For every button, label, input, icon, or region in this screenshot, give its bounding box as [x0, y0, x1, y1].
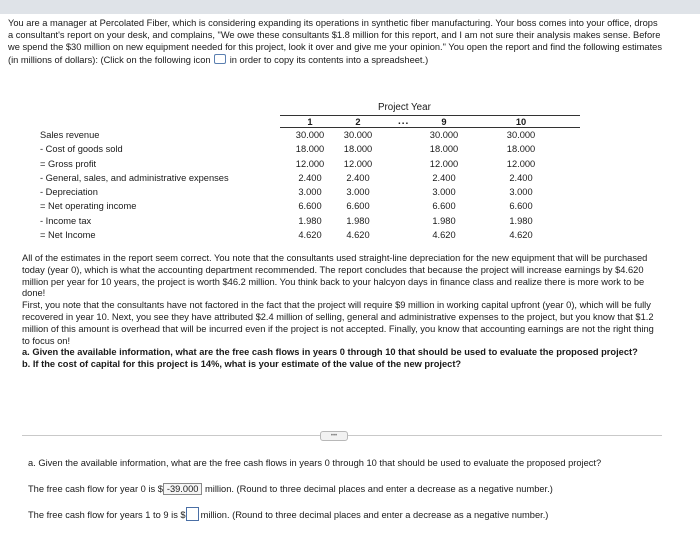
cell: 12.000	[295, 158, 325, 169]
cell: 2.400	[346, 172, 370, 183]
answer-question: a. Given the available information, what are the free cash flows in years 0 through 10 that should be used to evaluate the proposed project?	[28, 458, 602, 468]
paragraph: All of the estimates in the report seem correct. You note that the consultants used straight-line depreciation for the new equipment that will be purchased today (year 0), which is what the accounting department recommended. The report concludes that because the project will increase earnings by $4.620 million per year for 10 years, the project is worth $46.2 million. You think back to your halcyon days in finance class and realize there is more work to be done!	[22, 253, 648, 299]
paragraph: First, you note that the consultants have not factored in the fact that the project will require $9 million in working capital upfront (year 0), which will be fully recovered in year 10. Next, you see they have attributed $2.4 million of selling, general and administrative expenses to the project, but you know that $1.2 million of this amount is overhead that will be incurred even if the project is not accepted. Finally, you know that accounting earnings are not the right thing to focus on!	[22, 300, 654, 346]
cell: 30.000	[343, 130, 373, 140]
answer-line-year0: The free cash flow for year 0 is $ -39.000 million. (Round to three decimal places and enter a decrease as a negative number.)	[28, 484, 553, 494]
cell: 2.400	[509, 172, 533, 183]
row-labels	[40, 128, 229, 242]
cell: 18.000	[429, 144, 459, 155]
cell: 6.600	[346, 201, 370, 212]
ellipsis: ...	[398, 116, 410, 127]
question-a: a. Given the available information, what are the free cash flows in years 0 through 10 that should be used to evaluate the proposed project?	[22, 347, 638, 358]
year-header: 10	[515, 117, 527, 127]
cell: 3.000	[509, 187, 533, 198]
fcf-year0-input[interactable]: -39.000	[163, 483, 203, 495]
cell: 4.620	[509, 230, 533, 241]
row-label: Sales revenue	[40, 130, 100, 140]
project-year-header: Project Year	[378, 102, 431, 113]
row-label: = Net operating income	[40, 201, 137, 212]
cell: 3.000	[346, 187, 370, 198]
expand-handle-icon[interactable]: •••	[320, 431, 348, 441]
row-label: - General, sales, and administrative expenses	[40, 172, 229, 183]
question-b: b. If the cost of capital for this project is 14%, what is your estimate of the value of the new project?	[22, 359, 462, 370]
cell: 12.000	[506, 158, 536, 169]
row-label: - Income tax	[40, 215, 92, 226]
cell: 6.600	[432, 201, 456, 212]
row-label: = Net Income	[40, 230, 96, 241]
cell: 30.000	[295, 130, 325, 140]
year-header: 2	[355, 117, 361, 127]
year-10-column	[499, 116, 543, 242]
cell: 1.980	[509, 215, 533, 226]
cell: 18.000	[295, 144, 325, 155]
year-header: 9	[441, 117, 447, 127]
row-label: - Depreciation	[40, 187, 98, 198]
row-label: = Gross profit	[40, 158, 97, 169]
cell: 12.000	[429, 158, 459, 169]
cell: 6.600	[298, 201, 322, 212]
cell: 18.000	[343, 144, 373, 155]
cell: 30.000	[429, 130, 459, 140]
cell: 2.400	[298, 172, 322, 183]
problem-body	[22, 253, 662, 371]
cell: 12.000	[343, 158, 373, 169]
year-header: 1	[307, 117, 313, 127]
problem-intro: You are a manager at Percolated Fiber, which is considering expanding its operations in synthetic fiber manufacturing. Your boss comes into your office, drops a consultant's report on your desk, and complains, "We owe these consultants $1.8 million for this report, and I am not sure their analysis makes sense. Before we spend the $30 million on new equipment needed for this project, look it over and give me your opinion." You open the report and find the following estimates (in millions of dollars): (Click on the following icon in order to copy its contents into a spreadsheet.)	[8, 18, 662, 65]
cell: 6.600	[509, 201, 533, 212]
year-1-column	[288, 116, 332, 242]
cell: 3.000	[432, 187, 456, 198]
cell: 4.620	[432, 230, 456, 241]
answer-line-years1-9: The free cash flow for years 1 to 9 is $ million. (Round to three decimal places and enter a decrease as a negative number.)	[28, 507, 548, 521]
cell: 30.000	[506, 130, 536, 140]
cell: 3.000	[298, 187, 322, 198]
fcf-years1-9-input[interactable]	[186, 507, 199, 521]
year-9-column	[422, 116, 466, 242]
row-label: - Cost of goods sold	[40, 144, 123, 155]
cell: 1.980	[298, 215, 322, 226]
cell: 1.980	[432, 215, 456, 226]
cell: 1.980	[346, 215, 370, 226]
top-bar	[0, 0, 700, 14]
year-2-column	[336, 116, 380, 242]
copy-spreadsheet-icon[interactable]	[214, 54, 226, 64]
cell: 18.000	[506, 144, 536, 155]
cell: 4.620	[298, 230, 322, 241]
cell: 4.620	[346, 230, 370, 241]
cell: 2.400	[432, 172, 456, 183]
